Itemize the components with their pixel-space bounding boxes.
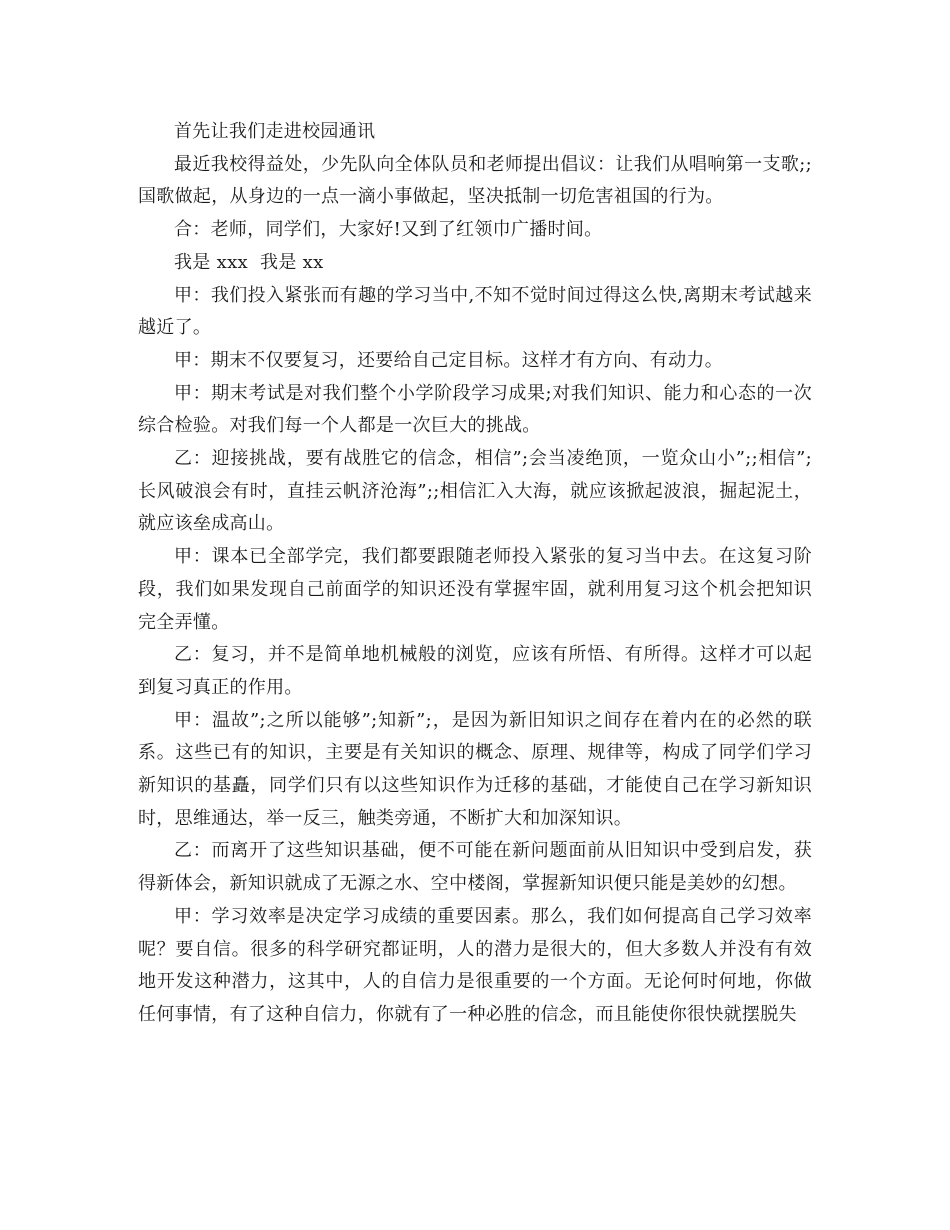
paragraph-2: 最近我校得益处，少先队向全体队员和老师提出倡议：让我们从唱响第一支歌;;国歌做起，从身边的一点一滴小事做起，坚决抵制一切危害祖国的行为。 [138,153,812,208]
paragraph-4: 我是 xxx 我是 xx [174,251,324,273]
paragraph-1: 首先让我们走进校园通讯 [174,121,376,142]
paragraph-12: 乙：而离开了这些知识基础，便不可能在新问题面前从旧知识中受到启发，获得新体会，新知识就成了无源之水、空中楼阁，掌握新知识便只能是美妙的幻想。 [138,840,812,895]
paragraph-11: 甲：温故”;之所以能够”;知新”;，是因为新旧知识之间存在着内在的必然的联系。这些已有的知识，主要是有关知识的概念、原理、规律等，构成了同学们学习新知识的基矗，同学们只有以这些知识作为迁移的基础，才能使自己在学习新知识时，思维通达，举一反三，触类旁通，不断扩大和加深知识。 [138,709,812,829]
paragraph-5: 甲：我们投入紧张而有趣的学习当中,不知不觉时间过得这么快,离期末考试越来越近了。 [138,284,812,339]
paragraph-6: 甲：期末不仅要复习，还要给自己定目标。这样才有方向、有动力。 [174,349,723,371]
paragraph-3: 合：老师，同学们，大家好!又到了红领巾广播时间。 [174,219,603,241]
paragraph-9: 甲：课本已全部学完，我们都要跟随老师投入紧张的复习当中去。在这复习阶段，我们如果发现自己前面学的知识还没有掌握牢固，就利用复习这个机会把知识完全弄懂。 [138,546,812,633]
paragraph-10: 乙：复习，并不是简单地机械般的浏览，应该有所悟、有所得。这样才可以起到复习真正的作用。 [138,644,812,698]
paragraph-8: 乙：迎接挑战，要有战胜它的信念，相信”;会当凌绝顶，一览众山小”;;相信”;长风破浪会有时，直挂云帆济沧海”;;相信汇入大海，就应该掀起波浪，掘起泥土，就应该垒成高山。 [138,448,812,535]
paragraph-13: 甲：学习效率是决定学习成绩的重要因素。那么，我们如何提高自己学习效率呢？要自信。很多的科学研究都证明，人的潜力是很大的，但大多数人并没有有效地开发这种潜力，这其中，人的自信力是很重要的一个方面。无论何时何地，你做任何事情，有了这种自信力，你就有了一种必胜的信念，而且能使你很快就摆脱失 [138,905,812,1025]
paragraph-7: 甲：期末考试是对我们整个小学阶段学习成果;对我们知识、能力和心态的一次综合检验。对我们每一个人都是一次巨大的挑战。 [138,382,812,437]
document-body [138,116,812,1032]
